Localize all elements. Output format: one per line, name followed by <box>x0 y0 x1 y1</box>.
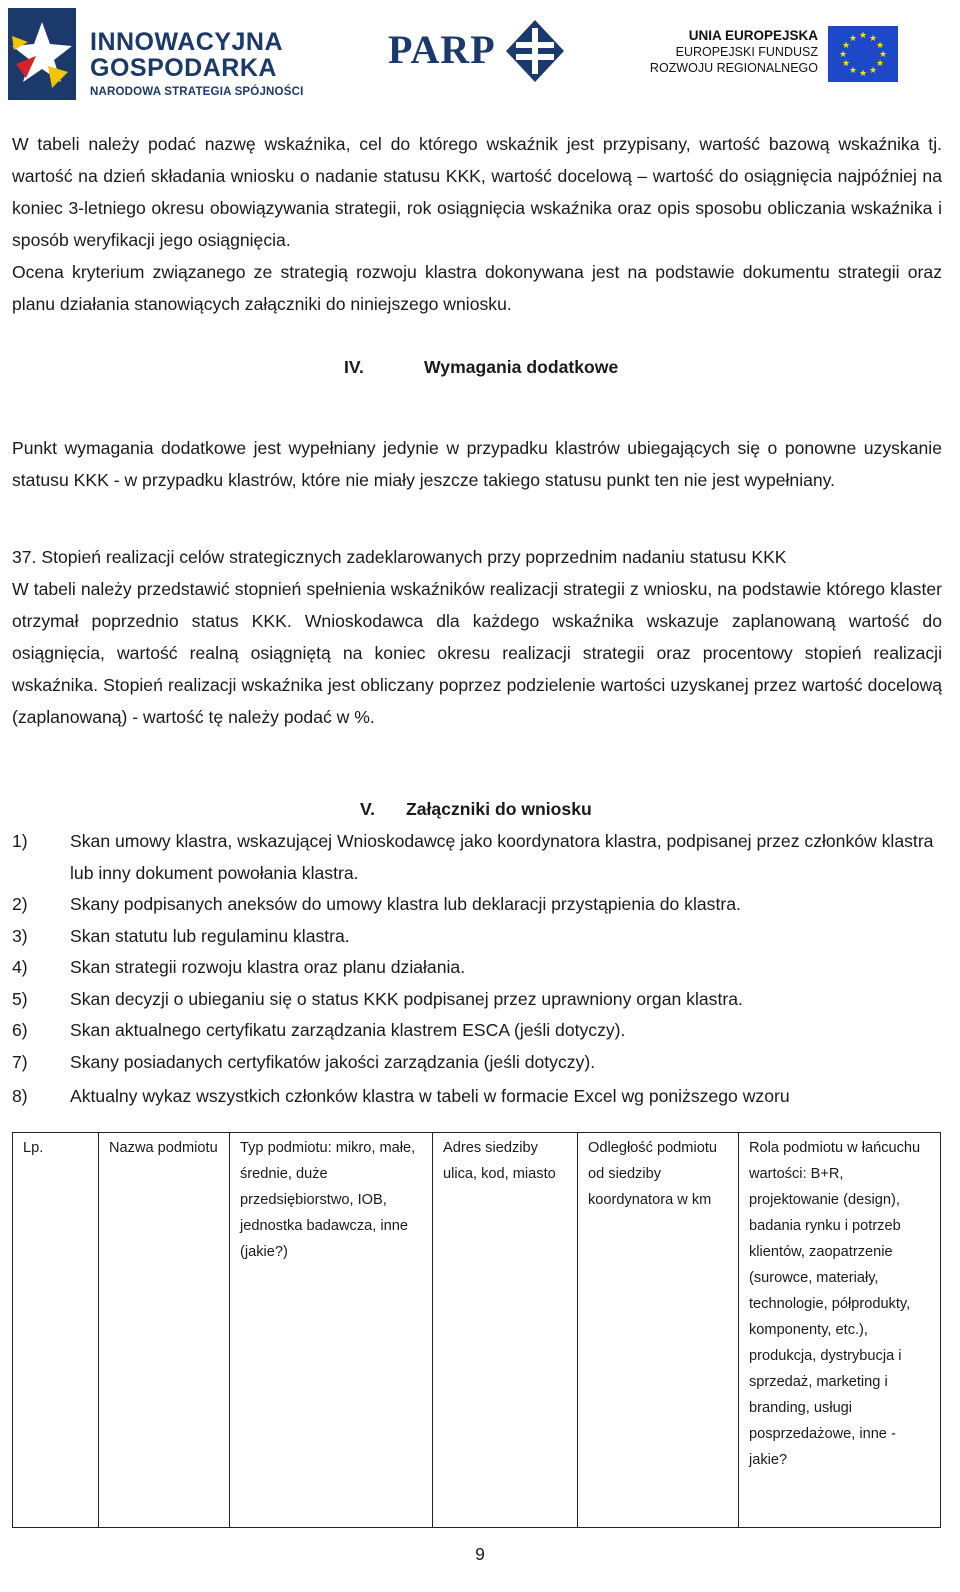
list-item-text: Skan strategii rozwoju klastra oraz planu działania. <box>70 957 466 977</box>
table-header-cell: Lp. <box>13 1133 99 1528</box>
item-37-heading: 37. Stopień realizacji celów strategicznych zadeklarowanych przy poprzednim nadaniu statusu KKK <box>12 547 787 567</box>
logo-line-2: GOSPODARKA <box>90 54 277 82</box>
list-item-text: Skany podpisanych aneksów do umowy klastra lub deklaracji przystąpienia do klastra. <box>70 894 741 914</box>
table-header-cell: Typ podmiotu: mikro, małe, średnie, duże przedsiębiorstwo, IOB, jednostka badawcza, inne (jakie?) <box>230 1133 433 1528</box>
table-header-cell: Odległość podmiotu od siedziby koordynatora w km <box>578 1133 739 1528</box>
table-header-cell: Nazwa podmiotu <box>99 1133 230 1528</box>
svg-text:★: ★ <box>841 41 851 51</box>
innowacyjna-gospodarka-logo <box>6 6 306 102</box>
parp-logo <box>388 18 568 84</box>
item-37-body: W tabeli należy przedstawić stopnień spełnienia wskaźników realizacji strategii z wniosku, na podstawie którego klaster otrzymał poprzednio status KKK. Wnioskodawca dla każdego wskaźnika wskazuje zaplanowaną wartość do osiągnięcia, wartość realną osiągniętą na koniec okresu realizacji strategii oraz procentowy stopień realizacji wskaźnika. Stopień realizacji wskaźnika jest obliczany poprzez podzielenie wartości uzyskanej przez wartość docelową (zaplanowaną) - wartość tę należy podać w %. <box>12 579 942 727</box>
section-4-title: Wymagania dodatkowe <box>424 357 619 377</box>
svg-text:★: ★ <box>848 66 858 76</box>
logo-line-3: NARODOWA STRATEGIA SPÓJNOŚCI <box>90 86 304 98</box>
svg-text:★: ★ <box>858 31 868 41</box>
members-table <box>12 1132 941 1528</box>
svg-text:★: ★ <box>868 66 878 76</box>
table-header-cell: Rola podmiotu w łańcuchu wartości: B+R, projektowanie (design), badania rynku i potrzeb klientów, zaopatrzenie (surowce, materiały, technologie, półprodukty, komponenty, etc.), produkcja, dystrybucja i sprzedaż, marketing i branding, usługi posprzedażowe, inne - jakie? <box>739 1133 941 1528</box>
section-5-number: V. <box>360 799 376 819</box>
eu-logo-line-3: ROZWOJU REGIONALNEGO <box>649 61 818 75</box>
section-4-heading <box>344 352 618 382</box>
list-item-number: 6) <box>12 1020 28 1040</box>
svg-text:★: ★ <box>841 59 851 69</box>
svg-text:★: ★ <box>878 50 888 60</box>
list-item <box>12 889 942 921</box>
list-item-number: 7) <box>12 1051 28 1072</box>
svg-text:★: ★ <box>875 59 885 69</box>
eu-flag-icon <box>828 26 898 82</box>
logo-line-1: INNOWACYJNA <box>90 28 284 56</box>
list-item <box>12 826 942 889</box>
intro-text-block <box>12 128 942 320</box>
list-item-text: Skan statutu lub regulaminu klastra. <box>70 925 350 946</box>
eu-logo-line-2: EUROPEJSKI FUNDUSZ <box>675 45 818 59</box>
list-item <box>12 952 942 984</box>
eu-logo <box>649 28 926 84</box>
list-item-number: 3) <box>12 925 28 946</box>
list-item <box>12 1081 942 1113</box>
page-number: 9 <box>475 1544 485 1564</box>
section-4-number: IV. <box>344 357 364 377</box>
list-item-number: 2) <box>12 894 28 914</box>
parp-arrows-icon <box>504 18 566 84</box>
intro-paragraph: W tabeli należy podać nazwę wskaźnika, cel do którego wskaźnik jest przypisany, wartość bazową wskaźnika tj. wartość na dzień składania wniosku o nadanie statusu KKK, wartość docelową – wartość do osiągnięcia najpóźniej na koniec 3-letniego okresu obowiązywania strategii, rok osiągnięcia wskaźnika oraz opis sposobu obliczania wskaźnika i sposób weryfikacji jego osiągnięcia. <box>12 134 942 250</box>
attachments-list <box>12 826 942 1113</box>
svg-text:★: ★ <box>858 69 868 79</box>
list-item <box>12 984 942 1016</box>
list-item <box>12 921 942 953</box>
table-header-cell: Adres siedziby ulica, kod, miasto <box>433 1133 578 1528</box>
eu-logo-line-1: UNIA EUROPEJSKA <box>688 28 818 43</box>
list-item <box>12 1047 942 1079</box>
svg-text:★: ★ <box>868 34 878 44</box>
page-header <box>0 0 960 110</box>
section-5-title: Załączniki do wniosku <box>406 799 592 819</box>
list-item <box>12 1015 942 1047</box>
list-item-text: Skany posiadanych certyfikatów jakości zarządzania (jeśli dotyczy). <box>70 1051 596 1072</box>
list-item-text: Skan aktualnego certyfikatu zarządzania klastrem ESCA (jeśli dotyczy). <box>70 1020 626 1040</box>
assessment-paragraph: Ocena kryterium związanego ze strategią rozwoju klastra dokonywana jest na podstawie dokumentu strategii oraz planu działania stanowiących załączniki do niniejszego wniosku. <box>12 262 942 314</box>
parp-logo-text: PARP <box>388 27 496 72</box>
list-item-text: Aktualny wykaz wszystkich członków klastra w tabeli w formacie Excel wg poniższego wzoru <box>70 1086 790 1106</box>
additional-requirements-paragraph: Punkt wymagania dodatkowe jest wypełniany jedynie w przypadku klastrów ubiegających się o ponowne uzyskanie statusu KKK - w przypadku klastrów, które nie miały jeszcze takiego statusu punkt ten nie jest wypełniany. <box>12 437 942 490</box>
list-item-text: Skan decyzji o ubieganiu się o status KKK podpisanej przez uprawniony organ klastra. <box>70 988 743 1009</box>
star-logo-icon <box>6 6 78 102</box>
list-item-number: 1) <box>12 831 28 851</box>
list-item-number: 4) <box>12 957 28 977</box>
list-item-text: Skan umowy klastra, wskazującej Wnioskodawcę jako koordynatora klastra, podpisanej przez członków klastra lub inny dokument powołania klastra. <box>70 831 934 883</box>
section-5-heading <box>360 794 592 824</box>
list-item-number: 8) <box>12 1086 28 1106</box>
svg-text:★: ★ <box>875 41 885 51</box>
svg-text:★: ★ <box>848 34 858 44</box>
svg-text:★: ★ <box>838 50 848 60</box>
list-item-number: 5) <box>12 988 28 1009</box>
table-header-row <box>13 1133 941 1528</box>
